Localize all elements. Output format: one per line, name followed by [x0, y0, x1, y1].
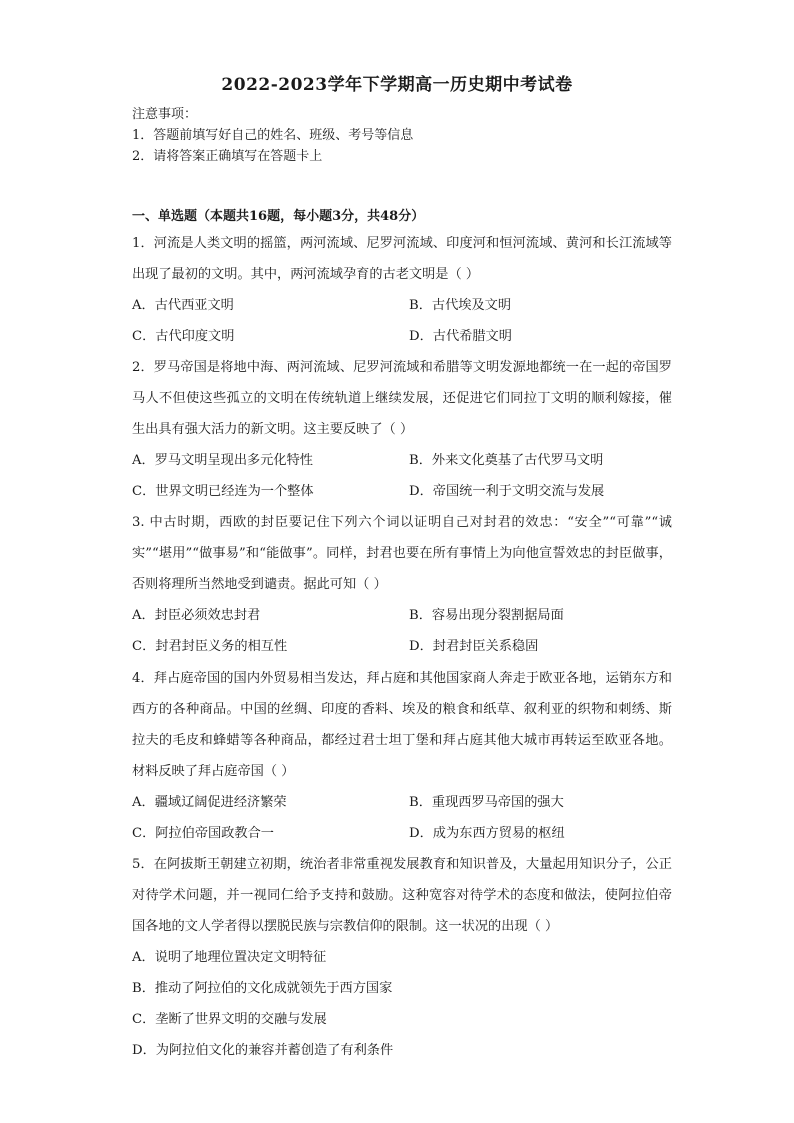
question-4 [132, 663, 672, 849]
question-2 [132, 352, 672, 507]
option-b: B．重现西罗马帝国的强大 [409, 795, 564, 810]
option-c: C．阿拉伯帝国政教合一 [132, 826, 274, 841]
options-row [132, 818, 672, 849]
option-b: B．容易出现分裂割据局面 [409, 608, 564, 623]
notice-item: 2．请将答案正确填写在答题卡上 [132, 149, 323, 164]
notice-item: 1．答题前填写好自己的姓名、班级、考号等信息 [132, 128, 414, 143]
question-stem: 3. 中古时期，西欧的封臣要记住下列六个词以证明自己对封君的效忠：“安全”“可靠”“诚实”“堪用”“做事易”和“能做事”。同样，封君也要在所有事情上为向他宣誓效忠的封臣做事，否则将理所当然地受到谴责。据此可知（ ） [132, 515, 672, 592]
options-row [132, 321, 672, 352]
options-row [132, 631, 672, 662]
options-row [132, 290, 672, 321]
option-a: A．说明了地理位置决定文明特征 [132, 950, 327, 965]
notice-block [132, 104, 413, 167]
option-b: B．推动了阿拉伯的文化成就领先于西方国家 [132, 981, 393, 996]
question-stem: 2．罗马帝国是将地中海、两河流域、尼罗河流域和希腊等文明发源地都统一在一起的帝国罗马人不但使这些孤立的文明在传统轨道上继续发展，还促进它们同拉丁文明的顺利嫁接，催生出具有强大活力的新文明。这主要反映了（ ） [132, 360, 672, 437]
option-c: C．世界文明已经连为一个整体 [132, 484, 314, 499]
option-a: A．封臣必须效忠封君 [132, 608, 261, 623]
option-a: A．古代西亚文明 [132, 298, 234, 313]
option-d: D．为阿拉伯文化的兼容并蓄创造了有利条件 [132, 1043, 394, 1058]
notice-heading: 注意事项： [132, 107, 198, 122]
option-b: B．古代埃及文明 [409, 298, 512, 313]
option-b: B．外来文化奠基了古代罗马文明 [409, 453, 604, 468]
option-d: D．帝国统一利于文明交流与发展 [409, 484, 605, 499]
option-d: D．封君封臣关系稳固 [409, 639, 539, 654]
question-stem: 4．拜占庭帝国的国内外贸易相当发达，拜占庭和其他国家商人奔走于欧亚各地，运销东方和西方的各种商品。中国的丝绸、印度的香料、埃及的粮食和纸草、叙利亚的织物和刺绣、斯拉夫的毛皮和蜂蜡等各种商品，都经过君士坦丁堡和拜占庭其他大城市再转运至欧亚各地。材料反映了拜占庭帝国（ ） [132, 671, 672, 779]
section-heading: 一、单选题（本题共16题，每小题3分，共48分） [132, 209, 425, 224]
option-c: C．古代印度文明 [132, 329, 235, 344]
question-1 [132, 228, 672, 352]
option-a: A．疆域辽阔促进经济繁荣 [132, 795, 287, 810]
options-row [132, 600, 672, 631]
option-d: D．成为东西方贸易的枢纽 [409, 826, 565, 841]
option-c: C．封君封臣义务的相互性 [132, 639, 288, 654]
options-row [132, 476, 672, 507]
question-stem: 1．河流是人类文明的摇篮，两河流域、尼罗河流域、印度河和恒河流域、黄河和长江流域等出现了最初的文明。其中，两河流域孕育的古老文明是（ ） [132, 236, 672, 282]
question-stem: 5．在阿拔斯王朝建立初期，统治者非常重视发展教育和知识普及，大量起用知识分子，公正对待学术问题，并一视同仁给予支持和鼓励。这种宽容对待学术的态度和做法，使阿拉伯帝国各地的文人学者得以摆脱民族与宗教信仰的限制。这一状况的出现（ ） [132, 857, 672, 934]
option-d: D．古代希腊文明 [409, 329, 512, 344]
options-row [132, 787, 672, 818]
options-row [132, 445, 672, 476]
exam-title: 2022-2023学年下学期高一历史期中考试卷 [221, 75, 573, 95]
option-c: C．垄断了世界文明的交融与发展 [132, 1012, 327, 1027]
question-5 [132, 849, 672, 1066]
option-a: A．罗马文明呈现出多元化特性 [132, 453, 313, 468]
question-3 [132, 507, 672, 662]
